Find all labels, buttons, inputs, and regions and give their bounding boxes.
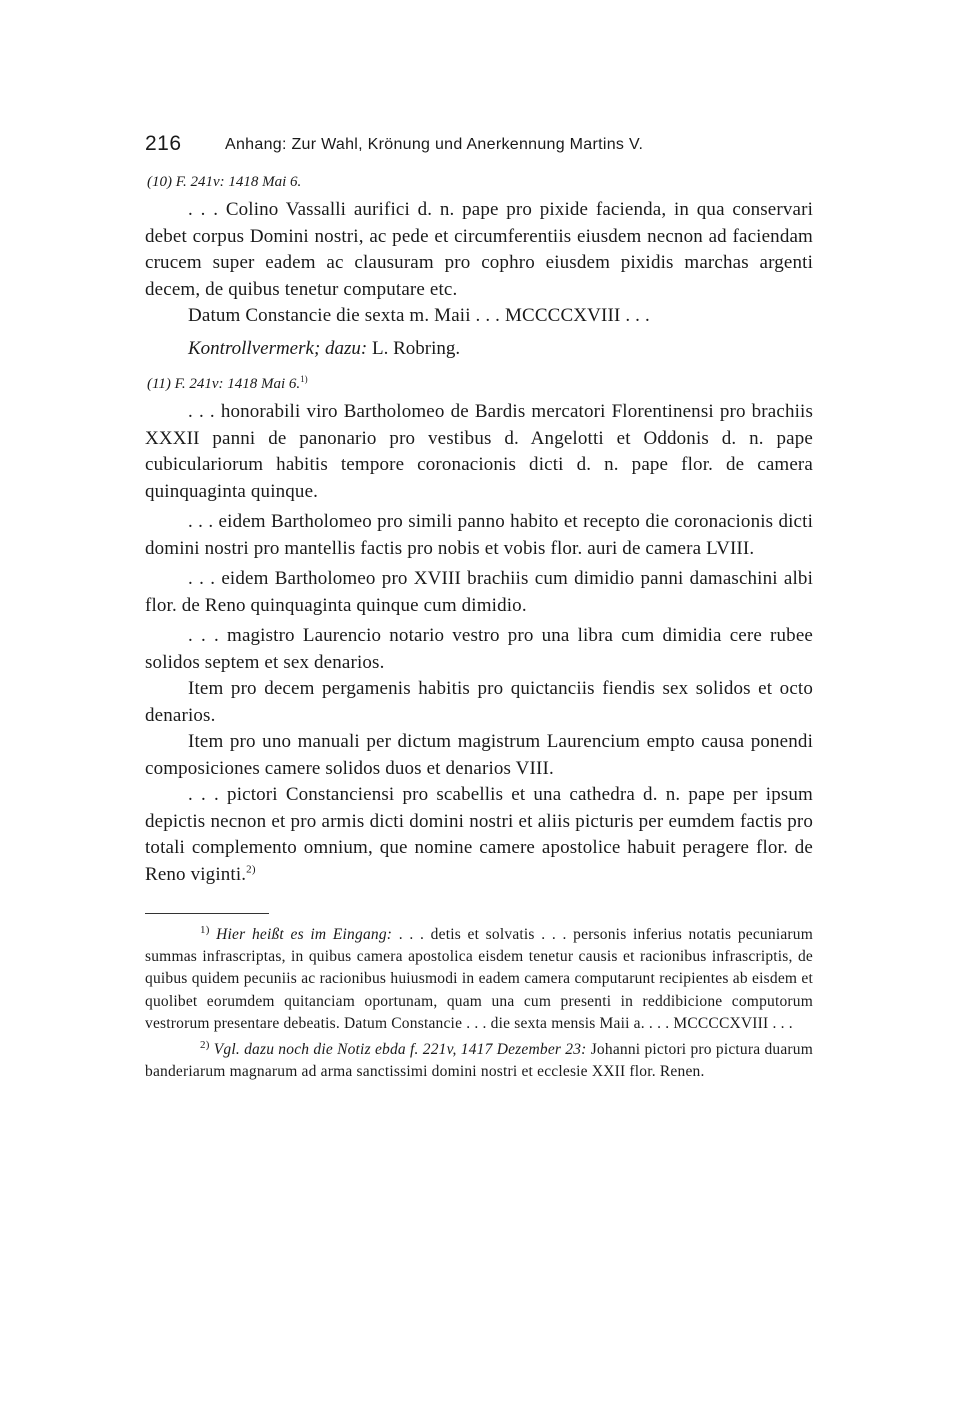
entry-11-paragraph-2: . . . eidem Bartholomeo pro simili panno habito et recepto die coronacionis dicti domini nostri pro mantellis factis pro nobis et vobis flor. auri de camera LVIII. [145, 511, 813, 559]
footnote-1 [145, 924, 813, 1035]
entry-11-paragraph-7 [145, 782, 813, 888]
entry-11 [145, 374, 813, 888]
footnote-1-text: . . . detis et solvatis . . . personis inferius notatis pecuniarum summas infrascriptas, in quibus camera apostolica eisdem tenetur causis et racionibus infrascriptis, de quibus quidem pecuniis ac racionibus huiusmodi in eadem camera computarunt recipientes ab eisdem et quolibet eorumdem quitanciam oportunam, quam una cum presenti in reddibicione computorum vestrorum presentare debeatis. Datum Constancie . . . die sexta mensis Maii a. . . . MCCCCXVIII . . . [145, 926, 813, 1032]
footnotes [145, 924, 813, 1083]
entry-11-paragraph-3: . . . eidem Bartholomeo pro XVIII brachiis cum dimidio panni damaschini albi flor. de Reno quinquaginta quinque cum dimidio. [145, 568, 813, 616]
entry-11-paragraph-7-text: . . . pictori Constanciensi pro scabellis et una cathedra d. n. pape per ipsum depictis necnon et pro armis dicti domini nostri et aliis picturis per eumdem factis pro totali complemento omnium, que nomine camere apostolice habuit peragere flor. de Reno viginti. [145, 784, 813, 885]
entry-11-paragraph-5: Item pro decem pergamenis habitis pro quictanciis fiendis sex solidos et octo denarios. [145, 678, 813, 726]
footnote-2-marker: 2) [200, 1038, 210, 1051]
entry-11-heading-text: (11) F. 241v: 1418 Mai 6. [147, 376, 301, 392]
control-note-name: L. Robring. [372, 337, 461, 359]
footnote-divider [145, 913, 269, 914]
footnote-ref-1: 1) [300, 374, 308, 384]
footnote-2-text: Johanni pictori pro pictura duarum banderiarum magnarum ad arma sanctissimi domini nostri et ecclesie XXII flor. Renen. [145, 1041, 813, 1081]
page-number: 216 [145, 132, 182, 155]
entry-10-heading: (10) F. 241v: 1418 Mai 6. [147, 174, 302, 190]
running-head: Anhang: Zur Wahl, Krönung und Anerkennung Martins V. [225, 136, 644, 153]
entry-11-heading [147, 374, 813, 393]
footnote-2 [145, 1039, 813, 1083]
entry-10-paragraph-1: . . . Colino Vassalli aurifici d. n. pape pro pixide facienda, in qua conservari debet corpus Domini nostri, ac pede et circumferentiis eiusdem necnon ad faciendam crucem super eadem ac clausuram pro cophro eiusdem pixidis marchas argenti decem, de quibus tenetur computare etc. [145, 199, 813, 300]
footnote-ref-2: 2) [246, 863, 256, 876]
entry-11-paragraph-4: . . . magistro Laurencio notario vestro pro una libra cum dimidia cere rubee solidos septem et sex denarios. [145, 625, 813, 673]
control-note [188, 336, 813, 363]
entry-11-paragraph-6: Item pro uno manuali per dictum magistrum Laurencium empto causa ponendi composiciones camere solidos duos et denarios VIII. [145, 731, 813, 779]
document-page [145, 128, 813, 1083]
footnote-2-intro: Vgl. dazu noch die Notiz ebda f. 221v, 1417 Dezember 23: [213, 1041, 587, 1059]
page-header [145, 128, 813, 162]
entry-11-paragraph-1: . . . honorabili viro Bartholomeo de Bardis mercatori Florentinensi pro brachiis XXXII panni de panonario pro vestibus d. Angelotti et Oddonis d. n. pape cubiculariorum habitis tempore coronacionis dicti d. n. pape flor. de camera quinquaginta quinque. [145, 401, 813, 502]
entry-10 [145, 174, 813, 362]
footnote-1-intro: Hier heißt es im Eingang: [216, 926, 393, 943]
control-note-label: Kontrollvermerk; dazu: [188, 337, 368, 359]
entry-10-paragraph-2: Datum Constancie die sexta m. Maii . . . MCCCCXVIII . . . [188, 305, 650, 326]
footnote-1-marker: 1) [200, 923, 210, 936]
